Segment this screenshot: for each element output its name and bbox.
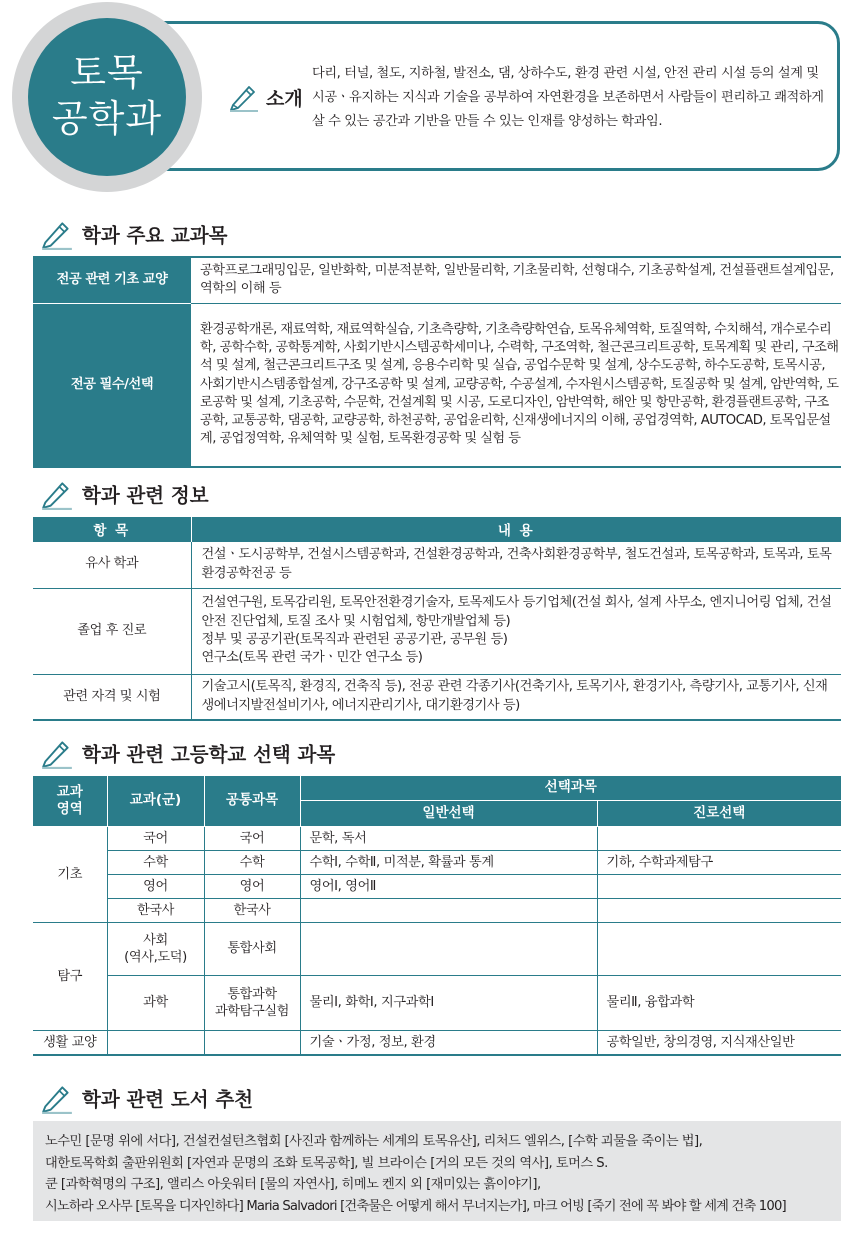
row-value: 건설연구원, 토목감리원, 토목안전환경기술자, 토목제도사 등기업체(건설 회사, 설계 사무소, 엔지니어링 업체, 건설 안전 진단업체, 토질 조사 및 시험업체, 항만개발업체 등) 정부 및 공공기관(토목직과 관련된 공공기관, 공무원 등) 연구소(토목 관련 국가ㆍ민간 연구소 등): [191, 588, 841, 674]
table-row: [33, 257, 841, 303]
row-label: 유사 학과: [33, 541, 191, 588]
col-header-career: 진로선택: [597, 800, 841, 826]
section-books-title: 학과 관련 도서 추천: [40, 1082, 253, 1114]
pencil-icon: [228, 82, 260, 112]
intro-heading: 소개: [228, 82, 303, 112]
table-row: [33, 674, 841, 720]
row-label: 졸업 후 진로: [33, 588, 191, 674]
table-row: [33, 541, 841, 588]
row-value: 기술고시(토목직, 환경직, 건축직 등), 전공 관련 각종기사(건축기사, 토목기사, 환경기사, 측량기사, 교통기사, 신재생에너지발전설비기사, 에너지관리기사, 대기환경기사 등): [191, 674, 841, 720]
row-value: 건설ㆍ도시공학부, 건설시스템공학과, 건설환경공학과, 건축사회환경공학부, 철도건설과, 토목공학과, 토목과, 토목환경공학전공 등: [191, 541, 841, 588]
section-courses-title: 학과 주요 교과목: [40, 218, 227, 250]
table-row: 수학 수학 수학Ⅰ, 수학Ⅱ, 미적분, 확률과 통계 기하, 수학과제탐구: [33, 850, 841, 874]
col-header-area: 교과 영역: [33, 776, 107, 826]
col-header-content: 내 용: [191, 517, 841, 541]
pencil-icon: [40, 478, 74, 510]
courses-table: [33, 256, 841, 468]
hs-subjects-table: [33, 776, 841, 1056]
area-cell: 탐구: [33, 922, 107, 1030]
area-cell: 기초: [33, 826, 107, 922]
row-value: 환경공학개론, 재료역학, 재료역학실습, 기초측량학, 기초측량학연습, 토목유체역학, 토질역학, 수치해석, 개수로수리학, 공학수학, 공학통계학, 사회기반시스템공학세미나, 수력학, 구조역학, 철근콘크리트공학, 토목계획 및 관리, 구조해석 및 설계, 철근콘크리트구조 및 설계, 응용수리학 및 실습, 공업수문학 및 설계, 상수도공학, 하수도공학, 토목시공, 사회기반시스템종합설계, 강구조공학 및 설계, 교량공학, 수공설계, 수자원시스템공학, 토질공학 및 설계, 암반역학, 도로공학 및 설계, 기초공학, 수문학, 건설계획 및 시공, 도로디자인, 암반역학, 해안 및 항만공학, 환경플랜트공학, 구조공학, 교통공학, 댐공학, 교량공학, 하천공학, 공업윤리학, 신재생에너지의 이해, 공업경역학, AUTOCAD, 토목입문설계, 공업정역학, 유체역학 및 실험, 토목환경공학 및 실험 등: [200, 321, 839, 447]
intro-description: 다리, 터널, 철도, 지하철, 발전소, 댐, 상하수도, 환경 관련 시설, 안전 관리 시설 등의 설계 및 시공ㆍ유지하는 지식과 기술을 공부하여 자연환경을 보존하면서 사람들이 편리하고 쾌적하게 살 수 있는 공간과 기반을 만들 수 있는 인재를 양성하는 학과임.: [312, 66, 824, 129]
section-info-title: 학과 관련 정보: [40, 478, 209, 510]
area-cell: 생활 교양: [33, 1030, 107, 1055]
row-label: 관련 자격 및 시험: [33, 674, 191, 720]
department-title: 토목 공학과: [28, 18, 186, 176]
table-row: 생활 교양 기술ㆍ가정, 정보, 환경 공학일반, 창의경영, 지식재산일반: [33, 1030, 841, 1055]
table-row: [33, 303, 841, 467]
row-label: 전공 관련 기초 교양: [33, 257, 191, 303]
col-header-common: 공통과목: [204, 776, 300, 826]
section-hs-title: 학과 관련 고등학교 선택 과목: [40, 737, 335, 769]
col-header-item: 항 목: [33, 517, 191, 541]
table-row: 한국사 한국사: [33, 898, 841, 922]
info-table: [33, 517, 841, 721]
row-label: 전공 필수/선택: [33, 303, 191, 467]
pencil-icon: [40, 737, 74, 769]
table-row: 탐구 사회 (역사,도덕) 통합사회: [33, 922, 841, 975]
table-row: 기초 국어 국어 문학, 독서: [33, 826, 841, 850]
table-row: [33, 588, 841, 674]
pencil-icon: [40, 218, 74, 250]
pencil-icon: [40, 1082, 74, 1114]
book-list: 노수민 [문명 위에 서다], 건설컨설턴츠협회 [사진과 함께하는 세계의 토목유산], 리처드 엘위스, [수학 괴물을 죽이는 법], 대한토목학회 출판위원회 [자연과 문명의 조화 토목공학], 빌 브라이슨 [거의 모든 것의 역사], 토머스 S. 쿤 [과학혁명의 구조], 앨리스 아웃워터 [물의 자연사], 히메노 켄지 외 [재미있는 흙이야기], 시노하라 오사무 [토목을 디자인하다] Maria Salvadori [건축물은 어떻게 해서 무너지는가], 마크 어빙 [죽기 전에 꼭 봐야 할 세계 건축 100]: [33, 1121, 841, 1221]
col-header-elective: 선택과목: [300, 776, 841, 800]
col-header-general: 일반선택: [300, 800, 597, 826]
table-row: 영어 영어 영어Ⅰ, 영어Ⅱ: [33, 874, 841, 898]
col-header-group: 교과(군): [107, 776, 204, 826]
table-row: 과학 통합과학 과학탐구실험 물리Ⅰ, 화학Ⅰ, 지구과학Ⅰ 물리Ⅱ, 융합과학: [33, 975, 841, 1030]
row-value: 공학프로그래밍입문, 일반화학, 미분적분학, 일반물리학, 기초물리학, 선형대수, 기초공학설계, 건설플랜트설계입문, 역학의 이해 등: [191, 257, 841, 303]
